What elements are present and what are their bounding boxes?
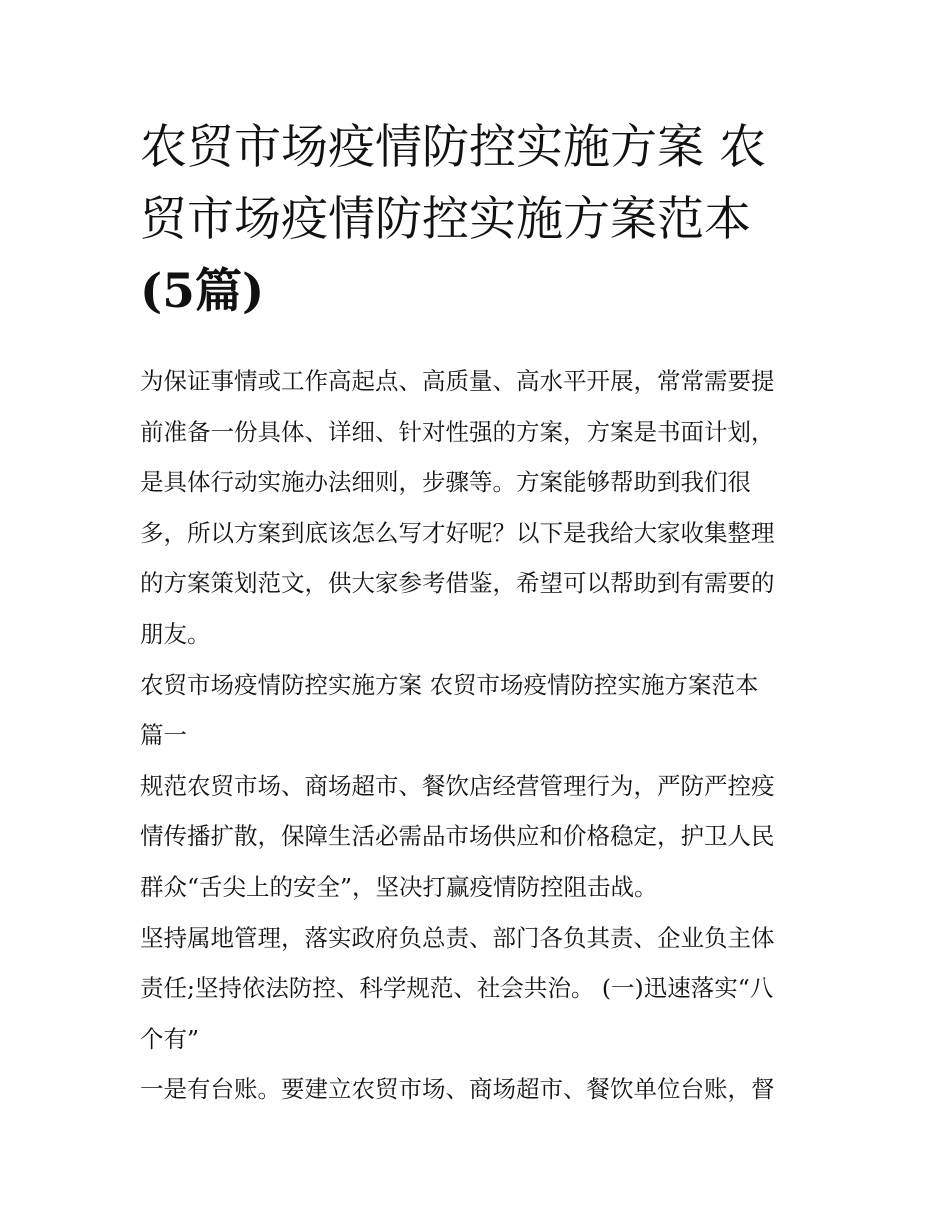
body-line: 为保证事情或工作高起点、高质量、高水平开展，常常需要提 <box>140 367 775 395</box>
body-line: 责任;坚持依法防控、科学规范、社会共治。 (一)迅速落实“八 <box>140 974 774 1003</box>
document-body <box>140 356 820 1115</box>
section-heading-line: 农贸市场疫情防控实施方案 农贸市场疫情防控实施方案范本 <box>140 670 759 699</box>
section-heading-line: 篇一 <box>140 721 187 750</box>
body-line: 群众“舌尖上的安全”，坚决打赢疫情防控阻击战。 <box>140 872 658 901</box>
body-line: 多，所以方案到底该怎么写才好呢？以下是我给大家收集整理 <box>140 518 775 547</box>
document-title <box>140 112 820 328</box>
body-line: 坚持属地管理，落实政府负总责、部门各负其责、企业负主体 <box>140 923 775 952</box>
body-line: 情传播扩散，保障生活必需品市场供应和价格稳定，护卫人民 <box>140 822 775 851</box>
body-line: 规范农贸市场、商场超市、餐饮店经营管理行为，严防严控疫 <box>140 771 775 800</box>
title-line-1: 农贸市场疫情防控实施方案 农 <box>140 120 766 175</box>
body-line: 是具体行动实施办法细则，步骤等。方案能够帮助到我们很 <box>140 468 751 497</box>
body-line: 个有” <box>140 1024 200 1053</box>
body-line: 朋友。 <box>140 619 211 648</box>
body-line: 的方案策划范文，供大家参考借鉴，希望可以帮助到有需要的 <box>140 569 775 598</box>
body-line: 前准备一份具体、详细、针对性强的方案，方案是书面计划， <box>140 417 775 446</box>
title-line-2: 贸市场疫情防控实施方案范本 <box>140 192 751 247</box>
body-line: 一是有台账。要建立农贸市场、商场超市、餐饮单位台账，督 <box>140 1075 775 1104</box>
title-line-3: (5篇) <box>140 264 265 319</box>
